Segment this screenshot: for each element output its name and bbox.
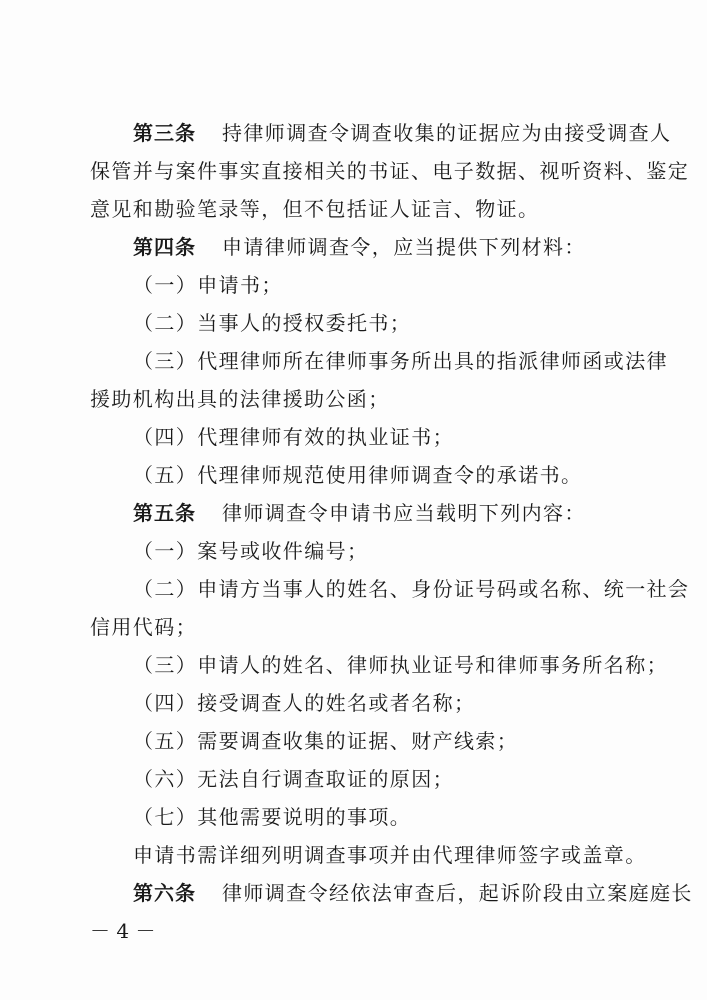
article-5-intro: 律师调查令申请书应当载明下列内容： [222,501,586,525]
article-6-heading: 第六条 [133,881,196,905]
page-number: － 4 － [90,919,156,943]
article-4-intro: 申请律师调查令，应当提供下列材料： [222,235,586,259]
article-5-item: （六）无法自行调查取证的原因； [133,767,454,791]
article-5-item: （一）案号或收件编号； [133,539,369,563]
article-3-heading: 第三条 [133,121,196,145]
article-5-item: （二）申请方当事人的姓名、身份证号码或名称、统一社会 [133,577,690,601]
article-6-text: 律师调查令经依法审查后，起诉阶段由立案庭庭长 [222,881,693,905]
article-4-heading: 第四条 [133,235,196,259]
article-5-item: （五）需要调查收集的证据、财产线索； [133,729,519,753]
article-4-item: （五）代理律师规范使用律师调查令的承诺书。 [133,463,583,487]
article-5-item: （三）申请人的姓名、律师执业证号和律师事务所名称； [133,653,668,677]
article-4-first-line [133,234,663,260]
article-5-heading: 第五条 [133,501,196,525]
article-4-item: （四）代理律师有效的执业证书； [133,425,454,449]
article-4-item: （二）当事人的授权委托书； [133,311,412,335]
article-6-first-line [133,880,693,906]
article-5-item: （四）接受调查人的姓名或者名称； [133,691,476,715]
article-5-item-continuation: 信用代码； [90,615,197,639]
article-5-closing: 申请书需详细列明调查事项并由代理律师签字或盖章。 [133,843,647,867]
article-5-item: （七）其他需要说明的事项。 [133,805,412,829]
article-4-item: （三）代理律师所在律师事务所出具的指派律师函或法律 [133,349,668,373]
article-4-item: （一）申请书； [133,273,283,297]
article-3-line-3: 意见和勘验笔录等，但不包括证人证言、物证。 [90,197,540,221]
article-4-item-continuation: 援助机构出具的法律援助公函； [90,387,390,411]
article-3-text: 持律师调查令调查收集的证据应为由接受调查人 [222,121,672,145]
article-3-first-line [133,120,672,146]
article-3-line-2: 保管并与案件事实直接相关的书证、电子数据、视听资料、鉴定 [90,159,690,183]
article-5-first-line [133,500,663,526]
